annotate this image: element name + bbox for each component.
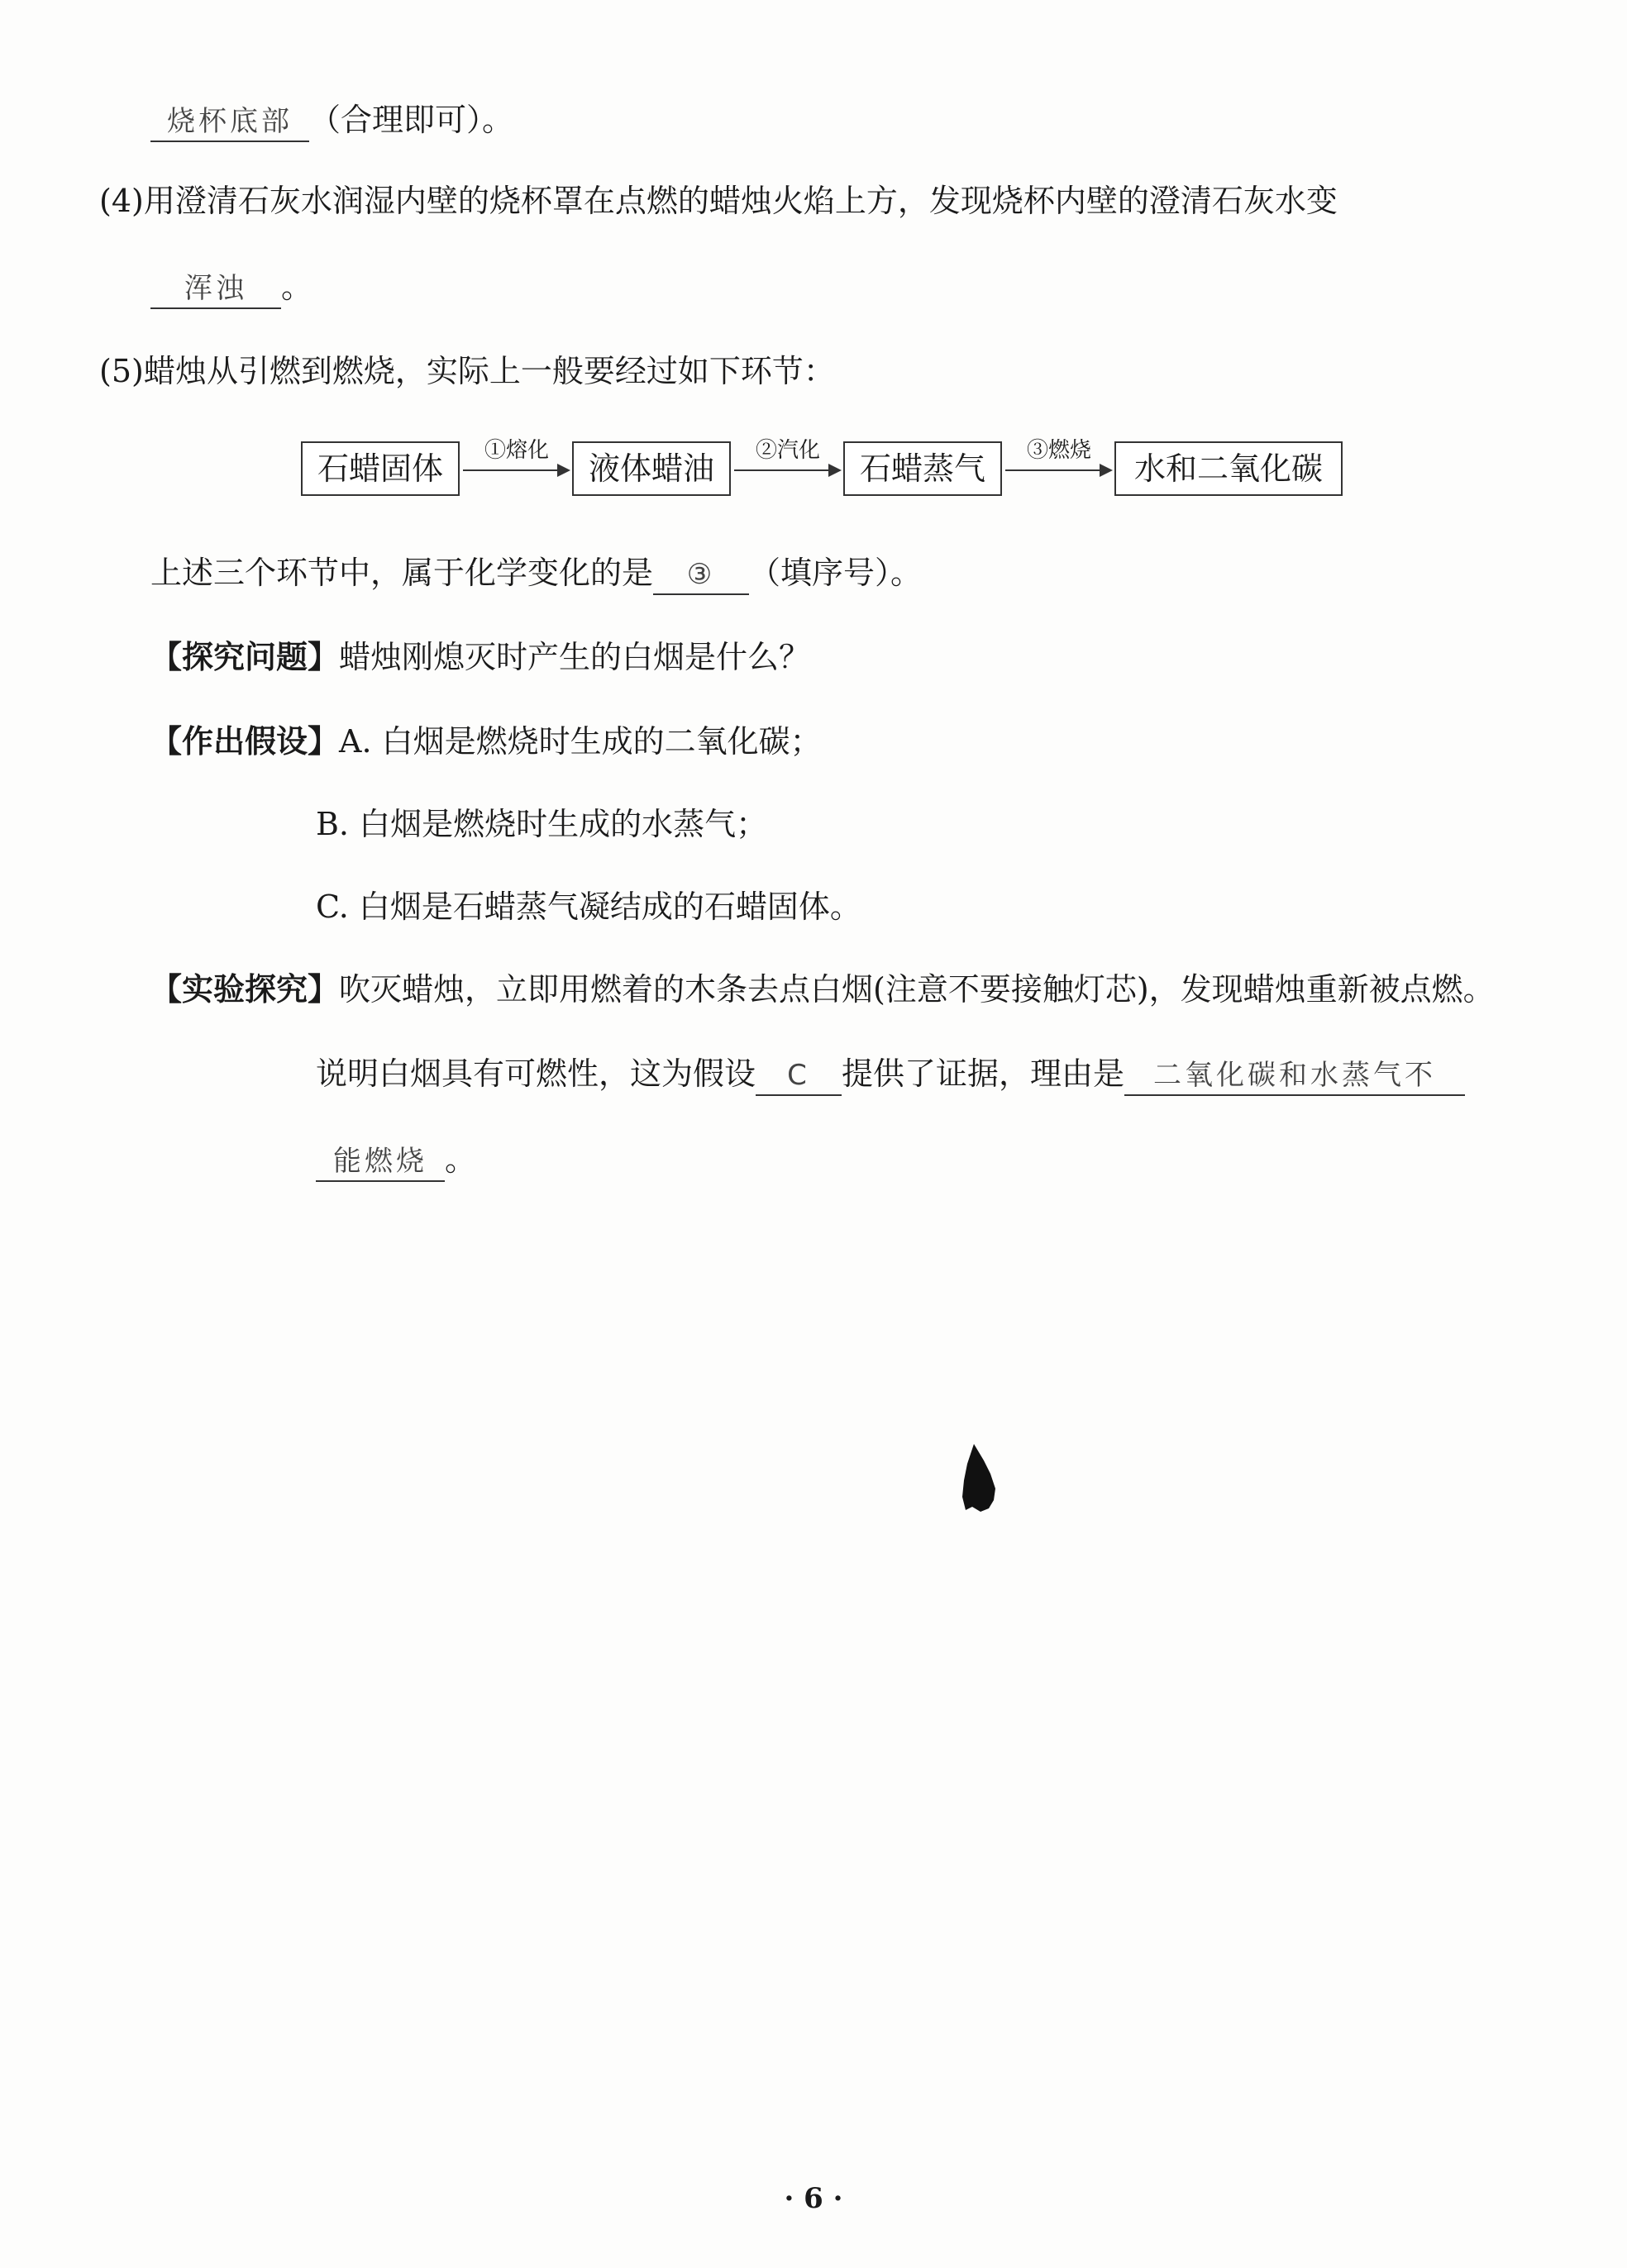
flow-box-water-co2: 水和二氧化碳 xyxy=(1114,441,1343,496)
answer-blank: 浑浊 xyxy=(150,269,281,309)
question-4 xyxy=(99,180,1338,222)
question-5 xyxy=(99,350,835,392)
conclusion-line xyxy=(316,1053,1465,1096)
line-middle: 提供了证据，理由是 xyxy=(842,1055,1125,1092)
hypothesis-a xyxy=(150,721,822,762)
ink-blot-mark xyxy=(957,1442,999,1513)
hypothesis-text: A. 白烟是燃烧时生成的二氧化碳； xyxy=(339,723,822,760)
question-5-text: (5)蜡烛从引燃到燃烧，实际上一般要经过如下环节： xyxy=(99,353,835,389)
answer-blank: 烧杯底部 xyxy=(150,102,309,142)
arrow-shaft xyxy=(463,469,559,471)
arrow-label: ②汽化 xyxy=(755,438,820,463)
answer-blank-hypothesis: C xyxy=(756,1056,842,1096)
conclusion-line-cont xyxy=(316,1139,476,1182)
line-suffix: （填序号）。 xyxy=(749,555,923,591)
answer-line-4 xyxy=(150,266,313,309)
hypothesis-text: B. 白烟是燃烧时生成的水蒸气； xyxy=(316,806,768,842)
hypothesis-b xyxy=(316,803,767,845)
section-tag: 【作出假设】 xyxy=(150,723,340,760)
arrow-shaft xyxy=(734,469,830,471)
question-4-text: (4)用澄清石灰水润湿内壁的烧杯罩在点燃的蜡烛火焰上方，发现烧杯内壁的澄清石灰水变 xyxy=(99,183,1338,219)
arrow-shaft xyxy=(1005,469,1101,471)
inquiry-question xyxy=(150,636,810,678)
line-prefix: 说明白烟具有可燃性，这为假设 xyxy=(316,1055,756,1092)
section-tag: 【实验探究】 xyxy=(150,971,340,1008)
answer-blank-reason: 二氧化碳和水蒸气不 xyxy=(1124,1056,1465,1096)
flow-box-paraffin-solid: 石蜡固体 xyxy=(301,441,460,496)
page-number: · 6 · xyxy=(784,2182,843,2215)
arrow-label: ①熔化 xyxy=(484,438,549,463)
flow-arrow-melting xyxy=(463,438,570,493)
experiment xyxy=(150,969,1495,1010)
line-suffix: （合理即可）。 xyxy=(309,102,514,138)
flow-box-liquid-wax: 液体蜡油 xyxy=(572,441,731,496)
flow-box-paraffin-vapor: 石蜡蒸气 xyxy=(843,441,1002,496)
experiment-text: 吹灭蜡烛，立即用燃着的木条去点白烟(注意不要接触灯芯)，发现蜡烛重新被点燃。 xyxy=(339,971,1495,1008)
line-suffix: 。 xyxy=(445,1141,477,1178)
arrow-head-icon xyxy=(828,464,842,477)
flow-arrow-vaporization xyxy=(734,438,842,493)
arrow-head-icon xyxy=(1100,464,1113,477)
answer-blank-reason-cont: 能燃烧 xyxy=(316,1142,445,1182)
arrow-head-icon xyxy=(557,464,570,477)
inquiry-text: 蜡烛刚熄灭时产生的白烟是什么？ xyxy=(339,639,811,675)
section-tag: 【探究问题】 xyxy=(150,639,340,675)
answer-line-5 xyxy=(150,552,922,595)
line-suffix: 。 xyxy=(281,269,313,305)
answer-line-3 xyxy=(150,99,513,142)
flow-arrow-combustion xyxy=(1005,438,1113,493)
line-prefix: 上述三个环节中，属于化学变化的是 xyxy=(150,555,654,591)
arrow-label: ③燃烧 xyxy=(1026,438,1091,463)
answer-blank: ③ xyxy=(653,555,749,595)
hypothesis-c xyxy=(316,886,861,927)
hypothesis-text: C. 白烟是石蜡蒸气凝结成的石蜡固体。 xyxy=(316,889,861,925)
